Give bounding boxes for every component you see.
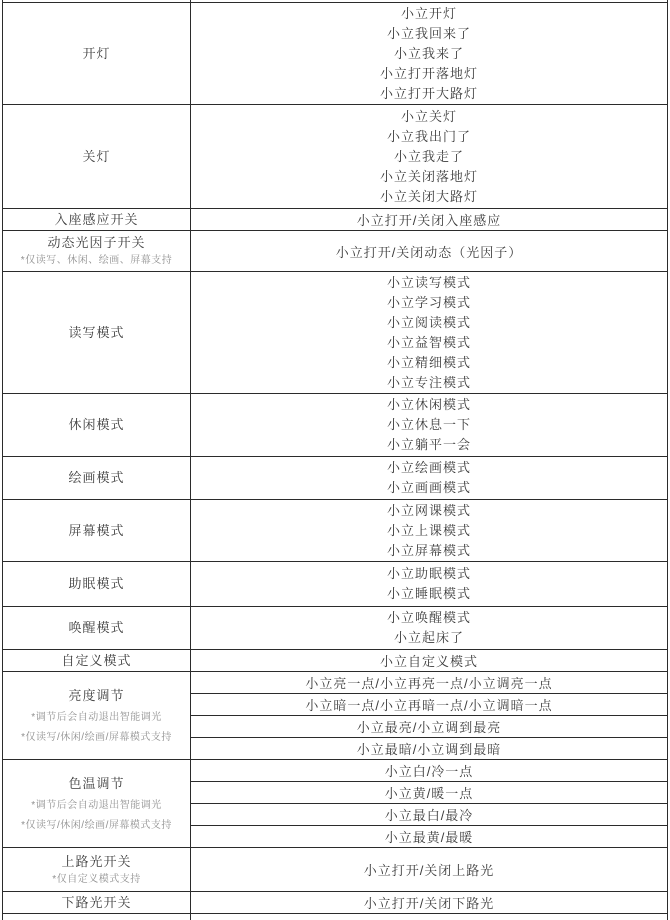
command-text: 小立画画模式 — [191, 478, 667, 498]
command-text: 小立学习模式 — [191, 293, 667, 313]
voice-commands-table — [2, 0, 668, 920]
table-row — [3, 209, 668, 231]
table-row — [3, 394, 668, 457]
category-label: 关灯 — [82, 149, 110, 165]
category-cell — [3, 394, 191, 457]
command-text: 小立自定义模式 — [380, 651, 478, 670]
table-row — [3, 760, 668, 782]
command-text: 小立专注模式 — [191, 373, 667, 393]
category-label: 动态光因子开关 — [47, 235, 145, 251]
cropped-cell — [3, 914, 191, 920]
command-text: 小立绘画模式 — [191, 458, 667, 478]
command-text: 小立暗一点/小立再暗一点/小立调暗一点 — [191, 695, 667, 714]
category-cell — [3, 272, 191, 394]
command-list — [191, 892, 667, 913]
command-list — [191, 607, 667, 649]
command-list — [191, 500, 667, 561]
command-cell — [191, 694, 668, 716]
category-cell-content — [3, 212, 190, 228]
command-cell — [191, 272, 668, 394]
category-cell-content — [3, 653, 190, 669]
category-cell — [3, 892, 191, 914]
command-text: 小立打开/关闭动态（光因子） — [336, 242, 523, 261]
command-cell — [191, 892, 668, 914]
category-cell — [3, 760, 191, 848]
category-cell — [3, 650, 191, 672]
category-note: *仅读写、休闲、绘画、屏幕支持 — [21, 255, 172, 267]
command-list — [191, 457, 667, 499]
command-text: 小立黄/暖一点 — [191, 783, 667, 802]
command-cell — [191, 105, 668, 209]
command-text: 小立关闭落地灯 — [191, 167, 667, 187]
command-text: 小立我回来了 — [191, 24, 667, 44]
command-cell — [191, 457, 668, 500]
command-list — [191, 848, 667, 891]
category-cell — [3, 105, 191, 209]
category-cell — [3, 231, 191, 272]
category-cell — [3, 672, 191, 760]
category-note: *调节后会自动退出智能调光 — [31, 800, 161, 812]
command-text: 小立阅读模式 — [191, 313, 667, 333]
command-cell — [191, 231, 668, 272]
command-text: 小立亮一点/小立再亮一点/小立调亮一点 — [191, 673, 667, 692]
category-cell-content — [3, 895, 190, 911]
command-cell — [191, 209, 668, 231]
table-row — [3, 607, 668, 650]
category-cell — [3, 562, 191, 607]
category-label: 色温调节 — [68, 776, 124, 792]
category-cell — [3, 209, 191, 231]
command-cell — [191, 650, 668, 672]
voice-commands-table-body — [3, 0, 668, 920]
table-row — [3, 500, 668, 562]
command-text: 小立我来了 — [191, 44, 667, 64]
command-text: 小立开灯 — [191, 4, 667, 24]
command-list — [191, 231, 667, 271]
category-cell-content — [3, 470, 190, 486]
command-cell — [191, 394, 668, 457]
command-text: 小立躺平一会 — [191, 435, 667, 455]
command-text: 小立打开落地灯 — [191, 64, 667, 84]
category-cell-content — [3, 46, 190, 62]
command-list — [191, 3, 667, 104]
category-note: *调节后会自动退出智能调光 — [31, 712, 161, 724]
command-text: 小立关闭大路灯 — [191, 187, 667, 207]
table-row — [3, 892, 668, 914]
command-cell — [191, 760, 668, 782]
command-text: 小立精细模式 — [191, 353, 667, 373]
command-text: 小立打开大路灯 — [191, 84, 667, 104]
command-text: 小立打开/关闭下路光 — [364, 893, 495, 912]
category-label: 读写模式 — [68, 325, 124, 341]
category-cell-content — [3, 417, 190, 433]
command-cell — [191, 826, 668, 848]
category-label: 开灯 — [82, 46, 110, 62]
category-note: *仅读写/休闲/绘画/屏幕模式支持 — [21, 732, 172, 744]
command-text: 小立最黄/最暖 — [191, 827, 667, 846]
command-text: 小立我出门了 — [191, 127, 667, 147]
table-row — [3, 848, 668, 892]
table-row — [3, 650, 668, 672]
category-note: *仅读写/休闲/绘画/屏幕模式支持 — [21, 820, 172, 832]
category-cell — [3, 848, 191, 892]
command-cell — [191, 607, 668, 650]
category-note: *仅自定义模式支持 — [52, 874, 140, 886]
command-text: 小立睡眠模式 — [191, 584, 667, 604]
category-cell — [3, 500, 191, 562]
command-text: 小立最白/最冷 — [191, 805, 667, 824]
command-text: 小立网课模式 — [191, 501, 667, 521]
cropped-row-bottom — [3, 914, 668, 920]
command-text: 小立最亮/小立调到最亮 — [191, 717, 667, 736]
category-cell-content — [3, 523, 190, 539]
command-list — [191, 394, 667, 456]
command-text: 小立起床了 — [191, 628, 667, 648]
command-list — [191, 105, 667, 208]
command-cell — [191, 562, 668, 607]
category-label: 屏幕模式 — [68, 523, 124, 539]
table-row — [3, 562, 668, 607]
table-row — [3, 3, 668, 105]
command-list — [191, 650, 667, 671]
category-cell-content — [3, 325, 190, 341]
category-label: 绘画模式 — [68, 470, 124, 486]
command-text: 小立关灯 — [191, 107, 667, 127]
category-cell-content — [3, 235, 190, 267]
cropped-cell — [191, 914, 668, 920]
command-cell — [191, 804, 668, 826]
category-label: 休闲模式 — [68, 417, 124, 433]
command-cell — [191, 500, 668, 562]
category-cell-content — [3, 149, 190, 165]
category-cell-content — [3, 688, 190, 744]
category-cell — [3, 3, 191, 105]
table-row — [3, 105, 668, 209]
category-cell — [3, 457, 191, 500]
category-label: 唤醒模式 — [68, 620, 124, 636]
category-label: 下路光开关 — [61, 895, 131, 911]
command-text: 小立助眠模式 — [191, 564, 667, 584]
command-text: 小立白/冷一点 — [191, 761, 667, 780]
command-cell — [191, 848, 668, 892]
table-row — [3, 231, 668, 272]
command-cell — [191, 672, 668, 694]
command-text: 小立休息一下 — [191, 415, 667, 435]
category-cell-content — [3, 854, 190, 886]
category-label: 亮度调节 — [68, 688, 124, 704]
category-label: 助眠模式 — [68, 576, 124, 592]
command-text: 小立我走了 — [191, 147, 667, 167]
command-text: 小立读写模式 — [191, 273, 667, 293]
category-cell-content — [3, 576, 190, 592]
table-row — [3, 672, 668, 694]
command-text: 小立唤醒模式 — [191, 608, 667, 628]
command-cell — [191, 738, 668, 760]
category-label: 入座感应开关 — [54, 212, 138, 228]
command-list — [191, 209, 667, 230]
command-list — [191, 562, 667, 606]
command-text: 小立打开/关闭入座感应 — [357, 210, 502, 229]
command-cell — [191, 782, 668, 804]
command-text: 小立益智模式 — [191, 333, 667, 353]
table-row — [3, 457, 668, 500]
category-cell — [3, 607, 191, 650]
command-cell — [191, 716, 668, 738]
command-text: 小立屏幕模式 — [191, 541, 667, 561]
category-label: 上路光开关 — [61, 854, 131, 870]
category-cell-content — [3, 620, 190, 636]
command-text: 小立打开/关闭上路光 — [364, 860, 495, 879]
command-text: 小立休闲模式 — [191, 395, 667, 415]
table-row — [3, 272, 668, 394]
category-cell-content — [3, 776, 190, 832]
category-label: 自定义模式 — [61, 653, 131, 669]
command-text: 小立最暗/小立调到最暗 — [191, 739, 667, 758]
command-text: 小立上课模式 — [191, 521, 667, 541]
command-list — [191, 272, 667, 393]
command-cell — [191, 3, 668, 105]
